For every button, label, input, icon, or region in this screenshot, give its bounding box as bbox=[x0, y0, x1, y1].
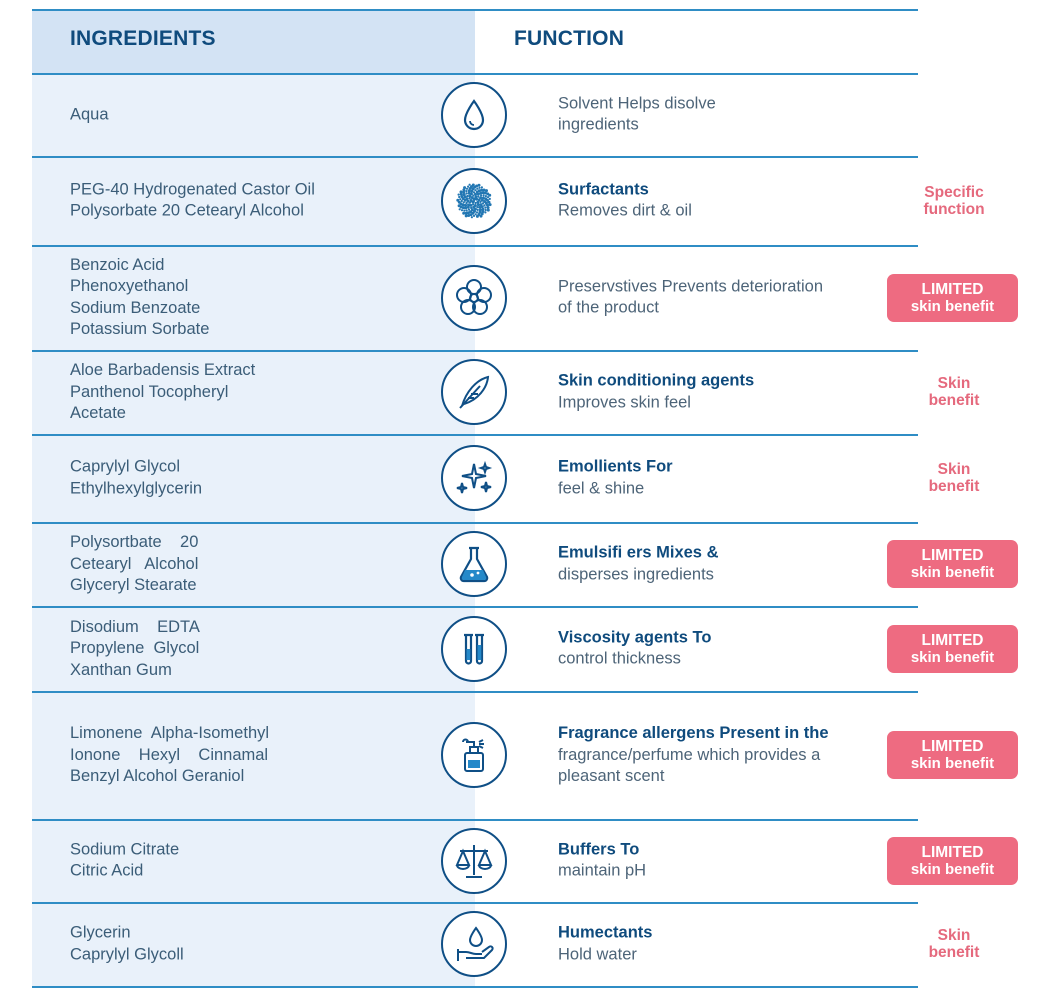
test-tubes-icon bbox=[441, 616, 507, 682]
benefit-tag: Specific function bbox=[923, 183, 985, 218]
function-text: maintain pH bbox=[558, 861, 647, 880]
function-description bbox=[558, 543, 868, 586]
table-row bbox=[32, 522, 1042, 606]
water-drop-icon bbox=[441, 82, 507, 148]
limited-skin-benefit-badge bbox=[887, 837, 1018, 885]
table-row bbox=[32, 902, 1042, 986]
function-description bbox=[558, 276, 868, 319]
particles-icon bbox=[441, 168, 507, 234]
function-description bbox=[558, 179, 868, 222]
ingredients-header: INGREDIENTS bbox=[70, 27, 216, 50]
sparkles-icon bbox=[441, 445, 507, 511]
ingredient-list: Glycerin Caprylyl Glycoll bbox=[70, 923, 184, 963]
badge-line-2: skin benefit bbox=[910, 564, 995, 581]
row-divider bbox=[32, 986, 918, 988]
ingredient-list: Aqua bbox=[70, 104, 109, 123]
benefit-tag: Skin benefit bbox=[928, 375, 980, 409]
function-header: FUNCTION bbox=[514, 27, 625, 50]
badge-line-1: LIMITED bbox=[921, 280, 984, 298]
table-row bbox=[32, 606, 1042, 691]
function-text: feel & shine bbox=[558, 479, 645, 497]
ingredient-list: PEG-40 Hydrogenated Castor Oil Polysorbate 20 Cetearyl Alcohol bbox=[70, 180, 315, 220]
ingredient-list: Benzoic Acid Phenoxyethanol Sodium Benzoate Potassium Sorbate bbox=[70, 255, 210, 338]
function-title: Buffers To bbox=[558, 840, 640, 858]
limited-skin-benefit-badge bbox=[887, 540, 1018, 588]
badge-line-1: LIMITED bbox=[921, 738, 984, 755]
function-title: Fragrance allergens Present in the bbox=[558, 723, 829, 742]
function-title: Humectants bbox=[558, 923, 653, 942]
feather-icon bbox=[441, 359, 507, 425]
perfume-bottle-icon bbox=[441, 722, 507, 788]
function-description bbox=[558, 923, 868, 966]
function-description bbox=[558, 627, 868, 670]
benefit-tag: Skin benefit bbox=[928, 461, 980, 495]
badge-line-2: skin benefit bbox=[910, 648, 995, 666]
limited-skin-benefit-badge bbox=[887, 731, 1018, 779]
badge-line-1: LIMITED bbox=[921, 547, 984, 564]
scales-icon bbox=[441, 828, 507, 894]
table-row bbox=[32, 819, 1042, 902]
function-description bbox=[558, 371, 868, 414]
badge-line-2: skin benefit bbox=[910, 860, 995, 878]
function-title: Emollients For bbox=[558, 457, 673, 476]
badge-line-1: LIMITED bbox=[921, 843, 984, 861]
flower-icon bbox=[441, 265, 507, 331]
function-description bbox=[558, 457, 868, 500]
function-text: fragrance/perfume which provides a pleasant scent bbox=[558, 745, 821, 785]
ingredient-list: Caprylyl Glycol Ethylhexylglycerin bbox=[70, 457, 203, 497]
ingredient-list: Limonene Alpha-Isomethyl Ionone Hexyl Cinnamal Benzyl Alcohol Geraniol bbox=[70, 723, 270, 785]
function-description bbox=[558, 723, 868, 788]
function-text: Hold water bbox=[558, 945, 637, 963]
table-row bbox=[32, 73, 1042, 156]
badge-line-2: skin benefit bbox=[910, 297, 995, 315]
benefit-tag: Skin benefit bbox=[928, 927, 980, 961]
badge-line-2: skin benefit bbox=[910, 755, 995, 772]
function-title: Viscosity agents To bbox=[558, 628, 712, 646]
table-row bbox=[32, 245, 1042, 350]
function-text: Preservstives Prevents deterioration of the product bbox=[558, 277, 824, 317]
function-title: Surfactants bbox=[558, 180, 649, 198]
function-text: Improves skin feel bbox=[558, 393, 691, 411]
ingredient-list: Polysortbate 20 Cetearyl Alcohol Glyceryl Stearate bbox=[70, 532, 199, 594]
table-row bbox=[32, 691, 1042, 819]
table-row bbox=[32, 156, 1042, 245]
function-title: Skin conditioning agents bbox=[558, 371, 755, 390]
function-description bbox=[558, 839, 868, 882]
ingredient-list: Aloe Barbadensis Extract Panthenol Tocopheryl Acetate bbox=[70, 360, 256, 422]
table-row bbox=[32, 350, 1042, 434]
function-text: Solvent Helps disolve ingredients bbox=[558, 94, 716, 134]
hand-water-drop-icon bbox=[441, 911, 507, 977]
limited-skin-benefit-badge bbox=[887, 625, 1018, 673]
function-text: Removes dirt & oil bbox=[558, 201, 692, 220]
function-text: disperses ingredients bbox=[558, 565, 714, 583]
flask-icon bbox=[441, 531, 507, 597]
badge-line-1: LIMITED bbox=[921, 631, 984, 649]
row-divider bbox=[32, 9, 918, 11]
table-row bbox=[32, 434, 1042, 522]
ingredient-list: Disodium EDTA Propylene Glycol Xanthan Gum bbox=[70, 617, 200, 679]
function-text: control thickness bbox=[558, 649, 681, 668]
ingredient-list: Sodium Citrate Citric Acid bbox=[70, 840, 180, 880]
function-title: Emulsifi ers Mixes & bbox=[558, 543, 719, 562]
function-description bbox=[558, 93, 868, 136]
limited-skin-benefit-badge bbox=[887, 274, 1018, 322]
